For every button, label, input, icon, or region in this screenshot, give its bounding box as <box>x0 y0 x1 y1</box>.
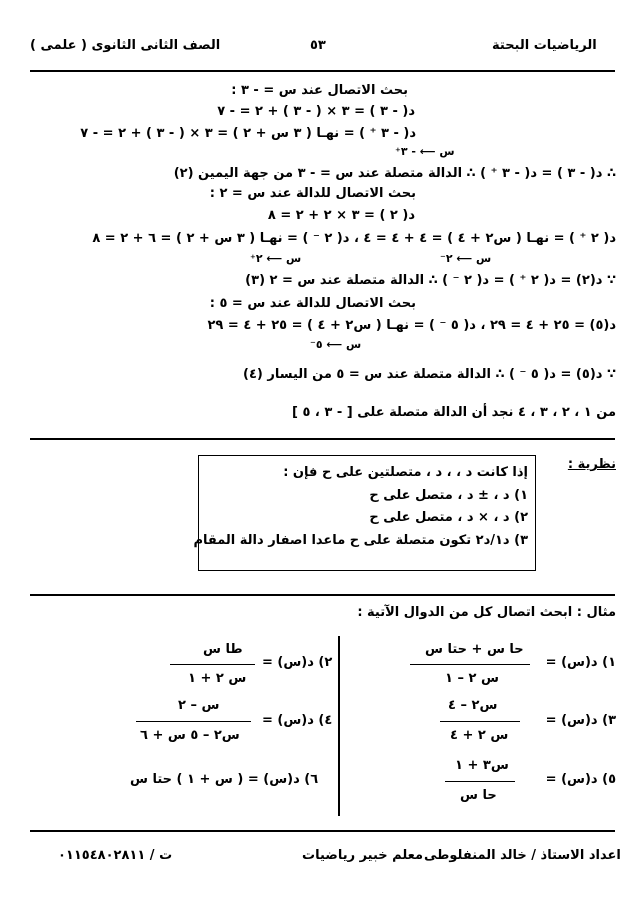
footer-author: اعداد الاستاذ / خالد المنفلوطى <box>424 848 621 863</box>
problem3-fraction-bar <box>440 721 520 722</box>
problem2-denominator: س ٢ + ١ <box>188 671 247 686</box>
section2-limit-sub-right: س ⟵ ٢⁺ <box>250 252 302 265</box>
problem5-denominator: حا س <box>460 788 497 803</box>
conclusion: من ١ ، ٢ ، ٣ ، ٤ نجد أن الدالة متصلة على [ - ٣ ، ٥ ] <box>292 405 616 420</box>
theory-intro: إذا كانت د ، ، د ، متصلتين على ح فإن : <box>283 465 528 480</box>
example-title: مثال : ابحث اتصال كل من الدوال الآتية : <box>357 605 616 620</box>
problem4-numerator: س – ٢ <box>178 698 220 713</box>
problem1-denominator: س ٢ – ١ <box>445 671 499 686</box>
section1-limit-sub: س ⟵ - ٣⁺ <box>395 145 455 158</box>
page-number: ٥٣ <box>310 38 326 53</box>
footer-divider <box>30 830 615 832</box>
theory-label: نظرية : <box>567 457 616 472</box>
problem2-label: ٢) د(س) = <box>262 655 333 670</box>
problem2-numerator: طا س <box>203 642 243 657</box>
section2-line2: د( ٢ ⁺ ) = نهـا ( س٢ + ٤ ) = ٤ + ٤ = ٤ ، د( ٢ ⁻ ) = نهـا ( ٣ س + ٢ ) = ٦ + ٢ = ٨ <box>92 231 616 246</box>
problem1-numerator: حا س + حتا س <box>425 642 524 657</box>
section-divider-1 <box>30 438 615 440</box>
problem5-label: ٥) د(س) = <box>545 772 616 787</box>
problem1-fraction-bar <box>410 664 530 665</box>
footer-title: معلم خبير رياضيات <box>302 848 424 863</box>
section3-title: بحث الاتصال للدالة عند س = ٥ : <box>209 296 416 311</box>
section3-limit-sub: س ⟵ ٥⁻ <box>310 338 362 351</box>
problem4-denominator: س٢ – ٥ س + ٦ <box>140 728 240 743</box>
section2-limit-sub-left: س ⟵ ٢⁻ <box>440 252 492 265</box>
section3-line2: ∵ د(٥) = د( ٥ ⁻ ) ∴ الدالة متصلة عند س = ٥ من اليسار (٤) <box>243 367 616 382</box>
problem1-label: ١) د(س) = <box>545 655 616 670</box>
example-column-divider <box>338 636 340 816</box>
section1-line1: د( - ٣ ) = ٣ × ( - ٣ ) + ٢ = - ٧ <box>217 104 415 119</box>
header-grade: الصف الثانى الثانوى ( علمى ) <box>30 38 221 53</box>
section3-line1: د(٥) = ٢٥ + ٤ = ٢٩ ، د( ٥ ⁻ ) = نهـا ( س٢ + ٤ ) = ٢٥ + ٤ = ٢٩ <box>207 318 616 333</box>
problem6: ٦) د(س) = ( س + ١ ) حتا س <box>130 772 319 787</box>
footer-phone: ت / ٠١١٥٤٨٠٢٨١١ <box>58 848 173 863</box>
problem3-denominator: س ٢ + ٤ <box>450 728 509 743</box>
section2-title: بحث الاتصال للدالة عند س = ٢ : <box>209 186 416 201</box>
section1-line3: ∴ د( - ٣ ) = د( - ٣ ⁺ ) ∴ الدالة متصلة عند س = - ٣ من جهة اليمين (٢) <box>173 166 616 181</box>
header-divider <box>30 70 615 72</box>
problem3-label: ٣) د(س) = <box>545 713 616 728</box>
problem4-label: ٤) د(س) = <box>262 713 333 728</box>
section-divider-2 <box>30 594 615 596</box>
section2-line3: ∵ د(٢) = د( ٢ ⁺ ) = د( ٢ ⁻ ) ∴ الدالة متصلة عند س = ٢ (٣) <box>245 273 616 288</box>
problem2-fraction-bar <box>170 664 255 665</box>
problem4-fraction-bar <box>136 721 251 722</box>
theory-item1: ١) د ، ± د ، متصل على ح <box>369 488 528 503</box>
theory-item2: ٢) د ، × د ، متصل على ح <box>369 510 528 525</box>
problem3-numerator: س٢ – ٤ <box>448 698 498 713</box>
section1-line2: د( - ٣ ⁺ ) = نهـا ( ٣ س + ٢ ) = ٣ × ( - ٣ ) + ٢ = - ٧ <box>80 126 416 141</box>
problem5-numerator: س٣ + ١ <box>455 758 509 773</box>
section2-line1: د( ٢ ) = ٣ × ٢ + ٢ = ٨ <box>267 208 415 223</box>
header-subject: الرياضيات البحتة <box>492 38 597 53</box>
section1-title: بحث الاتصال عند س = - ٣ : <box>231 83 408 98</box>
problem5-fraction-bar <box>445 781 515 782</box>
theory-item3: ٣) د١/د٢ تكون متصلة على ح ماعدا اصفار دالة المقام <box>193 533 528 548</box>
